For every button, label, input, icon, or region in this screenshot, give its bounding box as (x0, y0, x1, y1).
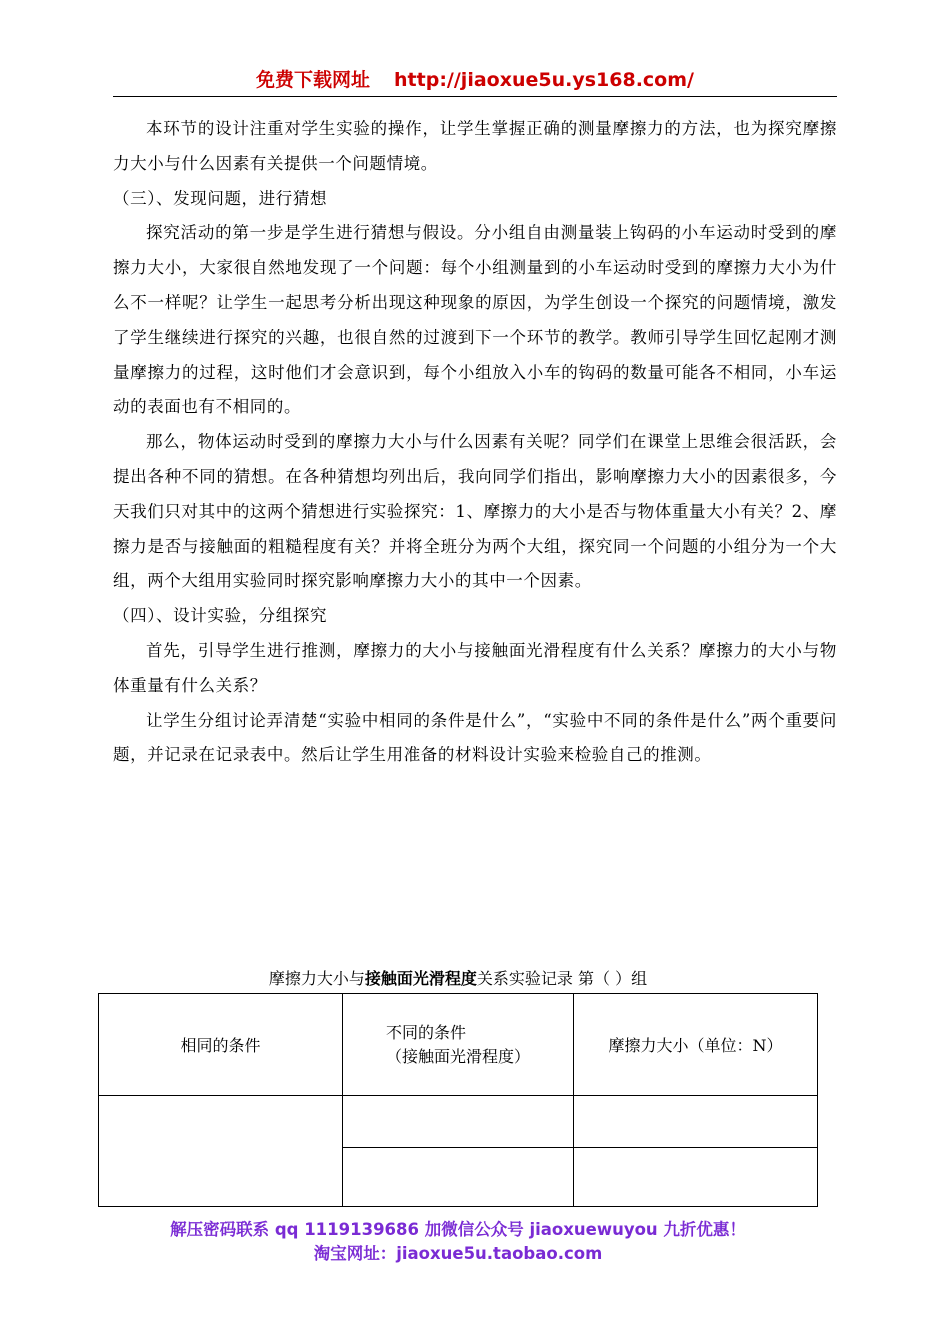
header-label: 免费下载网址 (256, 69, 371, 91)
table-header-row (99, 994, 818, 1096)
page-footer (98, 1218, 818, 1266)
document-body (113, 112, 837, 773)
table-cell-same-conditions[interactable] (99, 1096, 343, 1207)
paragraph: 首先，引导学生进行推测，摩擦力的大小与接触面光滑程度有什么关系？摩擦力的大小与物体重量有什么关系？ (113, 640, 837, 695)
table-title-bold: 接触面光滑程度 (364, 969, 477, 988)
table-title-suffix: 关系实验记录 第（ ）组 (476, 969, 648, 988)
experiment-record-table (98, 993, 818, 1207)
table-row (99, 1096, 818, 1148)
table-cell[interactable] (343, 1096, 574, 1148)
paragraph: 本环节的设计注重对学生实验的操作，让学生掌握正确的测量摩擦力的方法，也为探究摩擦力大小与什么因素有关提供一个问题情境。 (113, 119, 837, 173)
header-cell-different-line1: 不同的条件 (385, 1022, 466, 1042)
footer-line-1: 解压密码联系 qq 1119139686 加微信公众号 jiaoxuewuyou 九折优惠！ (170, 1220, 746, 1239)
paragraph: 让学生分组讨论弄清楚“实验中相同的条件是什么”，“实验中不同的条件是什么”两个重要问题，并记录在记录表中。然后让学生用准备的材料设计实验来检验自己的推测。 (113, 710, 837, 765)
paragraph: 探究活动的第一步是学生进行猜想与假设。分小组自由测量装上钩码的小车运动时受到的摩擦力大小，大家很自然地发现了一个问题：每个小组测量到的小车运动时受到的摩擦力大小为什么不一样呢？让学生一起思考分析出现这种现象的原因，为学生创设一个探究的问题情境，激发了学生继续进行探究的兴趣，也很自然的过渡到下一个环节的教学。教师引导学生回忆起刚才测量摩擦力的过程，这时他们才会意识到，每个小组放入小车的钩码的数量可能各不相同，小车运动的表面也有不相同的。 (113, 223, 837, 417)
header-cell-friction-size: 摩擦力大小（单位：N） (574, 994, 818, 1096)
table-title-prefix: 摩擦力大小与 (268, 969, 365, 988)
table-cell[interactable] (343, 1148, 574, 1207)
header-cell-same-conditions: 相同的条件 (99, 994, 343, 1096)
header-cell-different-line2: （接触面光滑程度） (385, 1046, 530, 1066)
table-cell[interactable] (574, 1148, 818, 1207)
page-header (113, 66, 837, 97)
footer-line-2[interactable]: 淘宝网址：jiaoxue5u.taobao.com (313, 1244, 603, 1263)
section-heading: （四）、设计实验，分组探究 (113, 606, 328, 626)
paragraph: 那么，物体运动时受到的摩擦力大小与什么因素有关呢？同学们在课堂上思维会很活跃，会提出各种不同的猜想。在各种猜想均列出后，我向同学们指出，影响摩擦力大小的因素很多，今天我们只对其中的这两个猜想进行实验探究：1、摩擦力的大小是否与物体重量大小有关？2、摩擦力是否与接触面的粗糙程度有关？并将全班分为两个大组，探究同一个问题的小组分为一个大组，两个大组用实验同时探究影响摩擦力大小的其中一个因素。 (113, 432, 837, 591)
header-cell-different-conditions (343, 994, 574, 1096)
table-cell[interactable] (574, 1096, 818, 1148)
section-heading: （三）、发现问题，进行猜想 (113, 188, 328, 208)
table-title (98, 966, 818, 992)
header-url-link[interactable]: http://jiaoxue5u.ys168.com/ (394, 69, 694, 91)
